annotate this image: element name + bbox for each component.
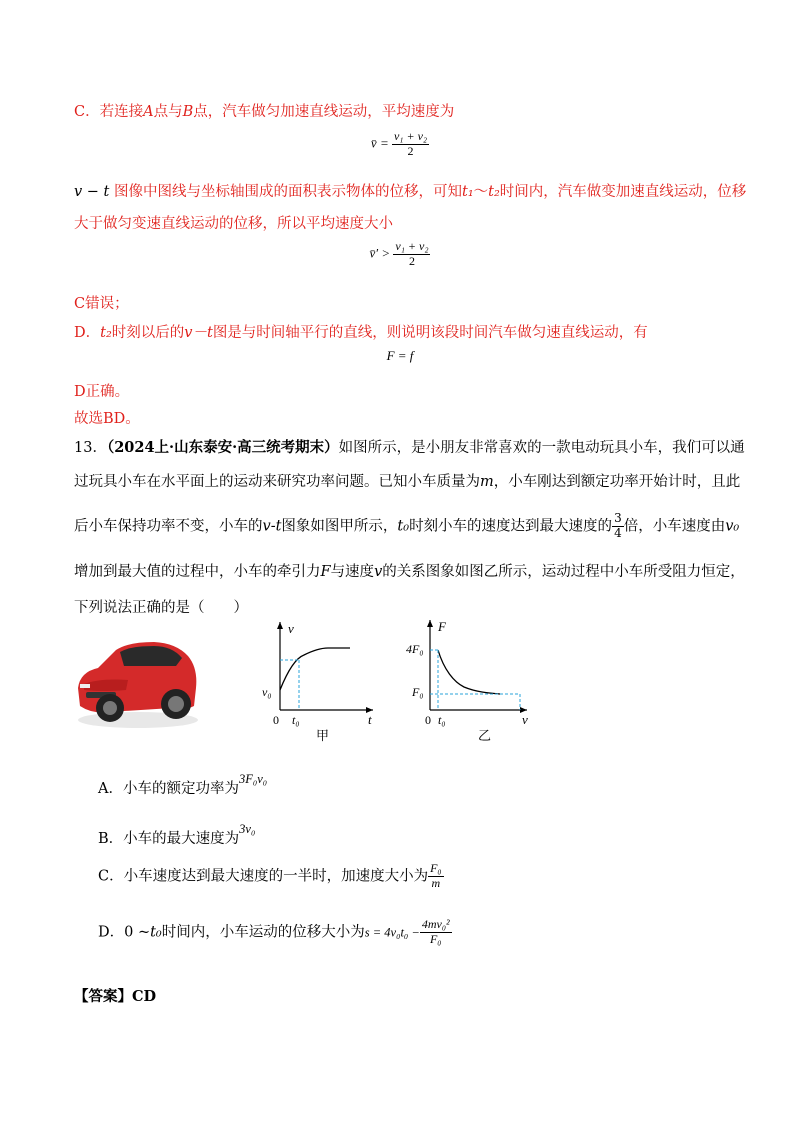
vt-label: v − t [74,184,110,200]
text: 点与 [153,104,183,120]
numerator: 3 [614,511,622,525]
question-line-2 [74,470,740,491]
option-a-text: A．小车的额定功率为 [98,781,239,797]
option-c[interactable] [98,862,444,891]
v0: v₀ [725,518,740,535]
y-label: F [438,619,446,634]
solution-area-line-2 [74,212,393,233]
t0-label: t₀ [438,713,446,727]
option-a-formula: 3F₀v₀ [238,772,268,786]
caption-jia: 甲 [316,728,330,743]
solution-d-right [74,380,129,401]
point-b: B [182,104,194,120]
headlight [80,684,90,688]
formula-force-balance: F = f [386,348,414,363]
front-hub [103,701,117,715]
x-label: t [368,712,372,727]
mass-symbol: m [480,474,494,490]
option-d-text: D．0 ~ [98,924,151,941]
option-c-fraction [428,862,444,891]
option-b[interactable] [98,822,255,848]
red-toy-car-icon [72,628,202,733]
vt-label: v-t [262,518,282,535]
option-a[interactable] [98,772,267,798]
text: 下列说法正确的是（ ） [74,600,248,616]
formula-average-velocity [0,130,800,159]
bottom-force-label: F₀ [412,685,424,699]
option-b-formula: 3v₀ [239,822,256,836]
question-source: （2024上·山东泰安·高三统考期末） [106,439,339,456]
rear-hub [168,696,184,712]
text: 增加到最大值的过程中，小车的牵引力 [74,564,321,580]
top-force-label: 4F₀ [406,642,424,656]
option-d[interactable] [98,918,452,947]
fraction [393,240,430,269]
option-d-formula: s = 4v₀t₀ − [364,925,420,940]
option-d-text2: 时间内，小车运动的位移大小为 [161,924,365,941]
vt-label: v－t [184,325,213,341]
x-label: v [522,712,528,727]
solution-c-wrong [74,292,129,313]
text: 过玩具小车在水平面上的运动来研究功率问题。已知小车质量为 [74,474,480,490]
text: 点，汽车做匀加速直线运动，平均速度为 [193,104,455,120]
question-line-5 [74,596,248,617]
denominator: 4 [614,525,622,540]
text: 的关系图象如图乙所示，运动过程中小车所受阻力恒定， [382,564,745,580]
text: 如图所示，是小朋友非常喜欢的一款电动玩具小车，我们可以通 [338,440,745,456]
force-symbol: F [320,564,331,580]
text: 图像中图线与坐标轴围成的面积表示物体的位移，可知 [114,184,462,200]
t1: t₁ [462,184,474,200]
formula-lhs: v̄′ > [369,245,391,261]
point-a: A [143,104,154,120]
text: 与速度 [330,564,375,580]
velocity-symbol: v [374,564,383,580]
origin-label: 0 [425,713,431,727]
answer-label: 【答案】 [74,988,132,1005]
denominator: 2 [392,144,429,159]
option-b-text: B．小车的最大速度为 [98,831,240,847]
denominator: F₀ [420,932,452,947]
text: 故选BD。 [74,411,140,427]
text: C．若连接 [74,104,144,120]
solution-option-d-line [74,321,648,342]
text: ，小车刚达到额定功率开始计时，且此 [493,474,741,490]
denominator: m [428,876,444,891]
y-axis-arrow [277,622,283,629]
text: D． [74,325,101,341]
v0-label: v₀ [262,685,272,699]
question-number: 13． [74,440,107,456]
text: 时刻小车的速度达到最大速度的 [409,518,613,535]
text: C错误； [74,296,129,312]
t2: t₂ [488,184,500,200]
text: 时间内，汽车做变加速直线运动，位移 [499,184,747,200]
formula-inequality [0,240,800,269]
tilde: ～ [473,184,489,200]
graph-yi-fv [402,616,537,743]
answer-line [74,985,156,1006]
text: 图是与时间轴平行的直线，则说明该段时间汽车做匀速直线运动，有 [212,325,648,341]
option-d-fraction [420,918,452,947]
text: 大于做匀变速直线运动的位移，所以平均速度大小 [74,216,393,232]
question-line-3 [74,512,739,541]
text: 图象如图甲所示， [281,518,398,535]
origin-label: 0 [273,713,279,727]
text: 后小车保持功率不变，小车的 [74,518,263,535]
t0: t₀ [397,518,410,535]
numerator: v₁ + v₂ [393,129,428,143]
graph-jia-vt [258,618,383,743]
fv-curve [438,650,500,694]
numerator: 4mv₀² [421,917,450,931]
solution-choose [74,407,140,428]
denominator: 2 [393,254,430,269]
t2: t₂ [100,325,112,341]
caption-yi: 乙 [478,728,492,743]
answer-value: CD [132,988,157,1005]
solution-option-c-line [74,100,454,121]
text: 时刻以后的 [111,325,185,341]
y-axis-arrow [427,620,433,627]
y-label: v [288,621,294,636]
t0-label: t₀ [292,713,300,727]
formula-lhs: v̄ = [370,135,389,151]
question-line-4 [74,560,745,581]
fraction [392,130,429,159]
fraction-three-quarters [612,512,624,541]
text: 倍，小车速度由 [623,518,726,535]
solution-area-line-1 [74,180,746,201]
numerator: v₁ + v₂ [395,239,429,253]
text: D正确。 [74,384,130,400]
vt-curve [280,648,350,690]
numerator: F₀ [430,861,442,875]
option-c-text: C．小车速度达到最大速度的一半时，加速度大小为 [98,868,429,885]
t0: t₀ [150,924,162,941]
question-line-1 [74,436,745,457]
